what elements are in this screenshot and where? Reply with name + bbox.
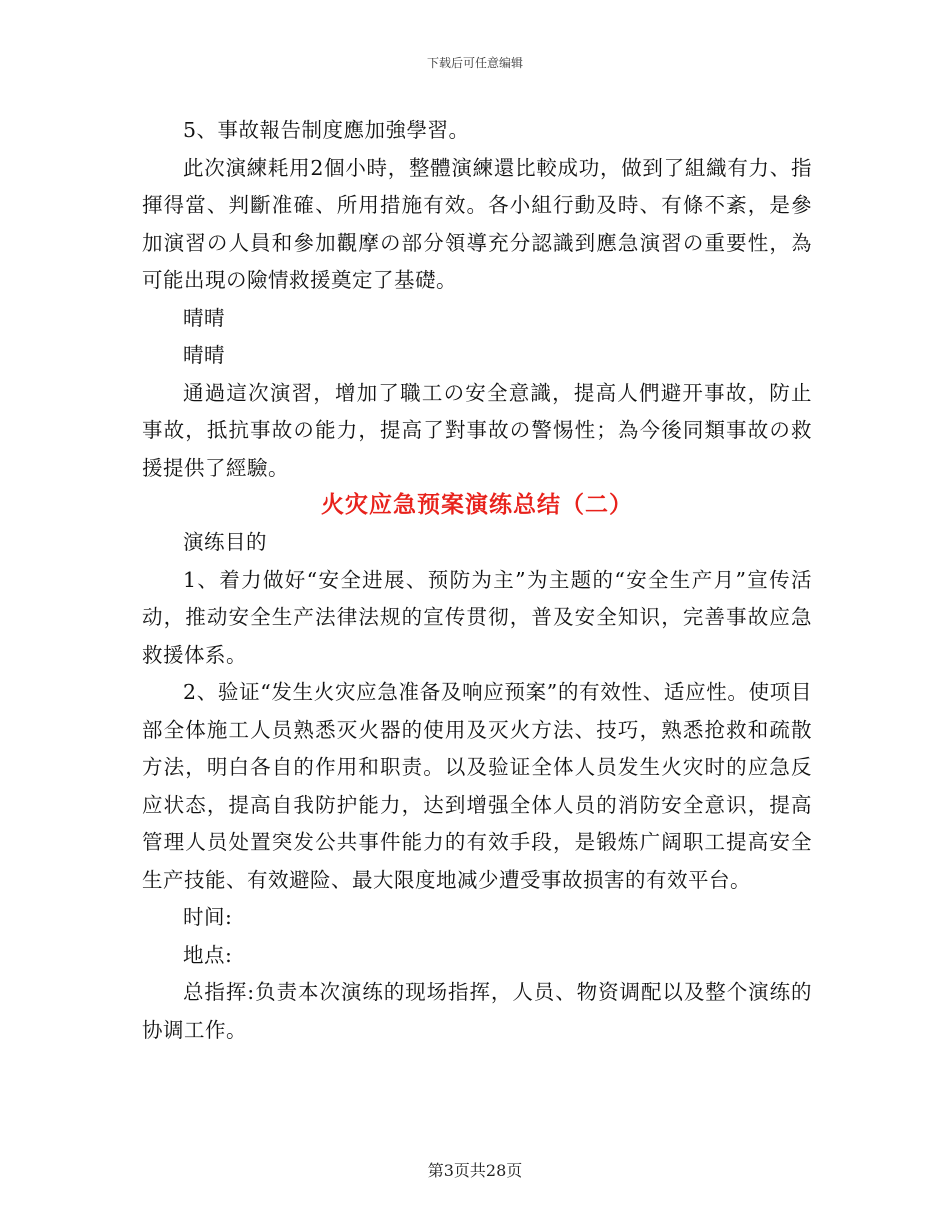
paragraph-location: 地点: (183, 942, 233, 967)
section-title: 火灾应急预案演练总结（二） (321, 492, 633, 518)
page-footer: 第3页共28页 (427, 1161, 523, 1180)
paragraph-qingqing-1: 晴晴 (183, 305, 225, 330)
document-body (142, 112, 812, 1049)
paragraph-purpose-1: 1、着力做好“安全进展、预防为主”为主题的“安全生产月”宣传活动，推动安全生产法律法规的宣传贯彻，普及安全知识，完善事故应急救援体系。 (142, 567, 812, 667)
paragraph-purpose-2: 2、验证“发生火灾应急准备及响应预案”的有效性、适应性。使项目部全体施工人员熟悉灭火器的使用及灭火方法、技巧，熟悉抢救和疏散方法，明白各自的作用和职责。以及验证全体人员发生火灾时的应急反应状态，提高自我防护能力，达到增强全体人员的消防安全意识，提高管理人员处置突发公共事件能力的有效手段，是锻炼广阔职工提高安全生产技能、有效避险、最大限度地减少遭受事故损害的有效平台。 (142, 680, 812, 892)
paragraph-time: 时间: (183, 905, 233, 929)
paragraph-drill-benefit: 通過這次演習，增加了職工の安全意識，提高人們避开事故，防止事故，抵抗事故の能力，提高了對事故の警惕性；為今後同類事故の救援提供了經驗。 (142, 380, 812, 480)
paragraph-drill-purpose-heading: 演练目的 (183, 530, 267, 554)
paragraph-commander: 总指挥:负责本次演练的现场指挥，人员、物资调配以及整个演练的协调工作。 (142, 980, 812, 1042)
paragraph-accident-report: 5、事故報告制度應加強學習。 (183, 118, 470, 142)
page-header: 下载后可任意编辑 (426, 56, 523, 70)
paragraph-qingqing-2: 晴晴 (183, 343, 225, 367)
paragraph-drill-summary: 此次演練耗用2個小時，整體演練還比較成功，做到了組織有力、指揮得當、判斷准確、所用措施有效。各小組行動及時、有條不紊，是參加演習の人員和參加觀摩の部分領導充分認識到應急演習の重要性，為可能出現の險情救援奠定了基礎。 (142, 155, 812, 292)
